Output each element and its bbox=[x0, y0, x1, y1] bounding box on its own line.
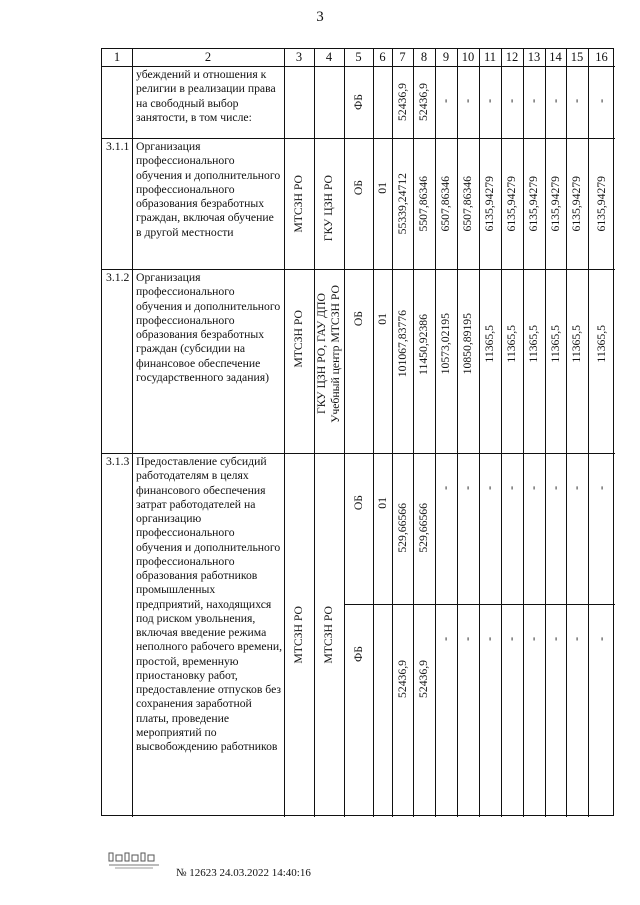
amount-value: 11365,5 bbox=[527, 325, 540, 363]
funding-source: ОБ bbox=[351, 495, 365, 511]
funding-source-wrap bbox=[344, 453, 373, 553]
amount-dash: - bbox=[527, 637, 540, 641]
amount-dash: - bbox=[483, 99, 496, 103]
amount-value-wrap bbox=[413, 453, 435, 603]
amount-value-wrap bbox=[413, 66, 435, 138]
funding-source-wrap bbox=[344, 138, 373, 238]
amount-value: 6135,94279 bbox=[594, 175, 608, 232]
amount-dash-wrap bbox=[501, 604, 523, 674]
amount-value: 6507,86346 bbox=[439, 175, 452, 232]
amount-dash-wrap bbox=[588, 604, 615, 674]
amount-dash-wrap bbox=[545, 453, 566, 523]
budget-code: 01 bbox=[375, 313, 389, 325]
amount-dash-wrap bbox=[457, 604, 479, 674]
amount-dash-wrap bbox=[566, 453, 588, 523]
amount-dash: - bbox=[505, 99, 518, 103]
amount-value: 55339,24712 bbox=[395, 172, 409, 235]
amount-value-wrap bbox=[501, 138, 523, 269]
amount-value: 6135,94279 bbox=[505, 175, 518, 232]
amount-value: 52436,9 bbox=[395, 83, 409, 121]
amount-dash-wrap bbox=[545, 66, 566, 136]
column-header-10: 10 bbox=[461, 50, 475, 64]
implementer-wrap bbox=[314, 138, 344, 278]
column-header-2: 2 bbox=[204, 50, 212, 64]
amount-dash: - bbox=[505, 637, 518, 641]
budget-code: 01 bbox=[375, 182, 389, 194]
budget-code-wrap bbox=[373, 269, 392, 369]
amount-value-wrap bbox=[523, 138, 545, 269]
amount-dash-wrap bbox=[545, 604, 566, 674]
amount-value-wrap bbox=[523, 269, 545, 419]
amount-dash: - bbox=[527, 486, 540, 490]
amount-value: 6135,94279 bbox=[548, 175, 562, 232]
row-description: Организация профессионального обучения и дополнительного профессионального образования безработных граждан, включая обучение в другой местности bbox=[136, 140, 281, 239]
amount-dash: - bbox=[439, 637, 452, 641]
responsible-executor: МТСЗН РО bbox=[292, 174, 305, 233]
amount-dash-wrap bbox=[523, 604, 545, 674]
implementer-line: ГКУ ЦЗН РО, ГАУ ДПО bbox=[315, 293, 328, 415]
funding-source-wrap bbox=[344, 66, 373, 138]
amount-value: 101067,83776 bbox=[395, 310, 409, 378]
funding-source-wrap bbox=[344, 269, 373, 369]
page-number: 3 bbox=[316, 9, 324, 25]
amount-dash-wrap bbox=[435, 453, 457, 523]
amount-dash: - bbox=[548, 637, 562, 641]
amount-dash-wrap bbox=[588, 453, 615, 523]
amount-value-wrap bbox=[501, 269, 523, 419]
amount-dash-wrap bbox=[566, 66, 588, 136]
amount-dash-wrap bbox=[479, 604, 501, 674]
amount-dash: - bbox=[439, 99, 452, 103]
amount-value: 11365,5 bbox=[505, 325, 518, 363]
column-header-13: 13 bbox=[527, 50, 541, 64]
amount-value-wrap bbox=[588, 138, 615, 269]
responsible-executor: МТСЗН РО bbox=[292, 606, 305, 664]
amount-value-wrap bbox=[457, 269, 479, 419]
funding-source-wrap bbox=[344, 604, 373, 704]
row-description: убеждений и отношения к религии в реализации права на свободный выбор занятости, в том числе: bbox=[136, 68, 276, 124]
column-header-14: 14 bbox=[549, 50, 562, 64]
responsible-executor-wrap bbox=[284, 453, 314, 817]
amount-dash: - bbox=[461, 486, 474, 490]
amount-value: 529,66566 bbox=[395, 503, 409, 553]
implementer-wrap bbox=[314, 269, 344, 439]
row-number: 3.1.2 bbox=[106, 271, 130, 284]
implementer-wrap bbox=[314, 453, 344, 817]
amount-value: 11450,92386 bbox=[417, 313, 430, 375]
amount-value: 11365,5 bbox=[570, 325, 583, 363]
funding-source: ОБ bbox=[351, 180, 365, 196]
amount-dash-wrap bbox=[523, 453, 545, 523]
amount-dash-wrap bbox=[457, 453, 479, 523]
budget-code-wrap bbox=[373, 138, 392, 238]
column-header-12: 12 bbox=[505, 50, 519, 64]
amount-value: 52436,9 bbox=[395, 660, 409, 698]
implementer: ГКУ ЦЗН РО bbox=[322, 174, 335, 242]
amount-value-wrap bbox=[479, 269, 501, 419]
row-description: Организация профессионального обучения и дополнительного профессионального образования безработных граждан (субсидии на финансовое обеспечение государственного задания) bbox=[136, 271, 281, 384]
column-header-5: 5 bbox=[355, 50, 362, 64]
column-header-3: 3 bbox=[295, 50, 303, 64]
amount-value-wrap bbox=[392, 66, 413, 138]
amount-value: 11365,5 bbox=[594, 325, 608, 363]
amount-dash: - bbox=[594, 637, 608, 641]
funding-source: ФБ bbox=[351, 94, 365, 110]
amount-value: 11365,5 bbox=[548, 325, 562, 363]
document-registration-label: № 12623 24.03.2022 14:40:16 bbox=[176, 867, 311, 879]
amount-dash-wrap bbox=[501, 66, 523, 136]
amount-value: 10850,89195 bbox=[461, 313, 474, 375]
row-number: 3.1.3 bbox=[106, 455, 130, 468]
amount-value-wrap bbox=[588, 269, 615, 419]
amount-dash: - bbox=[570, 486, 583, 490]
responsible-executor: МТСЗН РО bbox=[292, 310, 305, 368]
amount-value-wrap bbox=[392, 604, 413, 754]
amount-dash: - bbox=[594, 486, 608, 490]
amount-value-wrap bbox=[457, 138, 479, 269]
responsible-executor-wrap bbox=[284, 269, 314, 409]
amount-dash: - bbox=[570, 99, 583, 103]
amount-value: 529,66566 bbox=[417, 503, 430, 553]
column-header-6: 6 bbox=[379, 50, 386, 64]
row-number: 3.1.1 bbox=[106, 140, 130, 153]
amount-dash: - bbox=[483, 486, 496, 490]
budget-table bbox=[101, 48, 614, 816]
amount-value: 6507,86346 bbox=[461, 175, 474, 232]
amount-value-wrap bbox=[392, 453, 413, 603]
amount-value-wrap bbox=[413, 138, 435, 269]
amount-dash: - bbox=[505, 486, 518, 490]
amount-value: 11365,5 bbox=[483, 325, 496, 363]
amount-dash-wrap bbox=[566, 604, 588, 674]
registration-stamp-logo bbox=[107, 851, 167, 871]
amount-dash: - bbox=[594, 99, 608, 103]
amount-dash-wrap bbox=[479, 453, 501, 523]
row-number bbox=[102, 66, 132, 68]
amount-value-wrap bbox=[479, 138, 501, 269]
column-header-15: 15 bbox=[570, 50, 584, 64]
amount-dash: - bbox=[527, 99, 540, 103]
column-header-16: 16 bbox=[595, 50, 608, 64]
column-header-8: 8 bbox=[420, 50, 428, 64]
amount-value-wrap bbox=[545, 138, 566, 269]
amount-dash: - bbox=[439, 486, 452, 490]
funding-source: ФБ bbox=[351, 646, 365, 662]
amount-dash-wrap bbox=[501, 453, 523, 523]
responsible-executor-wrap bbox=[284, 138, 314, 269]
amount-value: 52436,9 bbox=[417, 660, 430, 698]
column-header-9: 9 bbox=[442, 50, 450, 64]
amount-value-wrap bbox=[392, 269, 413, 419]
amount-dash: - bbox=[548, 486, 562, 490]
amount-value-wrap bbox=[545, 269, 566, 419]
amount-dash-wrap bbox=[435, 604, 457, 674]
column-header-11: 11 bbox=[483, 50, 497, 64]
amount-dash-wrap bbox=[435, 66, 457, 136]
amount-dash: - bbox=[461, 637, 474, 641]
funding-source: ОБ bbox=[351, 311, 365, 327]
budget-code: 01 bbox=[375, 497, 389, 509]
amount-value-wrap bbox=[435, 269, 457, 419]
amount-value: 52436,9 bbox=[417, 83, 430, 121]
amount-value: 10573,02195 bbox=[439, 313, 452, 375]
implementer-line: Учебный центр МТСЗН РО bbox=[329, 285, 342, 423]
row-description: Предоставление субсидий работодателям в целях финансового обеспечения затрат работодателей на организацию профессионального обучения и дополнительного профессионального образования работников промышленных предприятий, находящихся под риском увольнения, включая введение режима неполного рабочего времени, простой, временную приостановку работ, предоставление отпусков без сохранения заработной платы, проведение мероприятий по высвобождению работников bbox=[136, 455, 283, 753]
amount-dash: - bbox=[548, 99, 562, 103]
amount-dash-wrap bbox=[588, 66, 615, 136]
amount-value-wrap bbox=[435, 138, 457, 269]
column-header-7: 7 bbox=[399, 50, 406, 64]
implementer: МТСЗН РО bbox=[322, 606, 335, 664]
amount-value-wrap bbox=[566, 138, 588, 269]
amount-dash-wrap bbox=[457, 66, 479, 136]
amount-value-wrap bbox=[392, 138, 413, 269]
amount-value: 6135,94279 bbox=[483, 175, 496, 232]
amount-value-wrap bbox=[413, 269, 435, 419]
amount-value: 6135,94279 bbox=[527, 175, 540, 232]
budget-code-wrap bbox=[373, 453, 392, 553]
amount-dash-wrap bbox=[479, 66, 501, 136]
column-header-4: 4 bbox=[325, 50, 333, 64]
amount-value-wrap bbox=[413, 604, 435, 754]
amount-dash-wrap bbox=[523, 66, 545, 136]
amount-value-wrap bbox=[566, 269, 588, 419]
amount-value: 5507,86346 bbox=[417, 175, 430, 232]
amount-dash: - bbox=[570, 637, 583, 641]
column-header-1: 1 bbox=[113, 50, 121, 64]
amount-dash: - bbox=[483, 637, 496, 641]
amount-value: 6135,94279 bbox=[570, 175, 583, 232]
amount-dash: - bbox=[461, 99, 474, 103]
